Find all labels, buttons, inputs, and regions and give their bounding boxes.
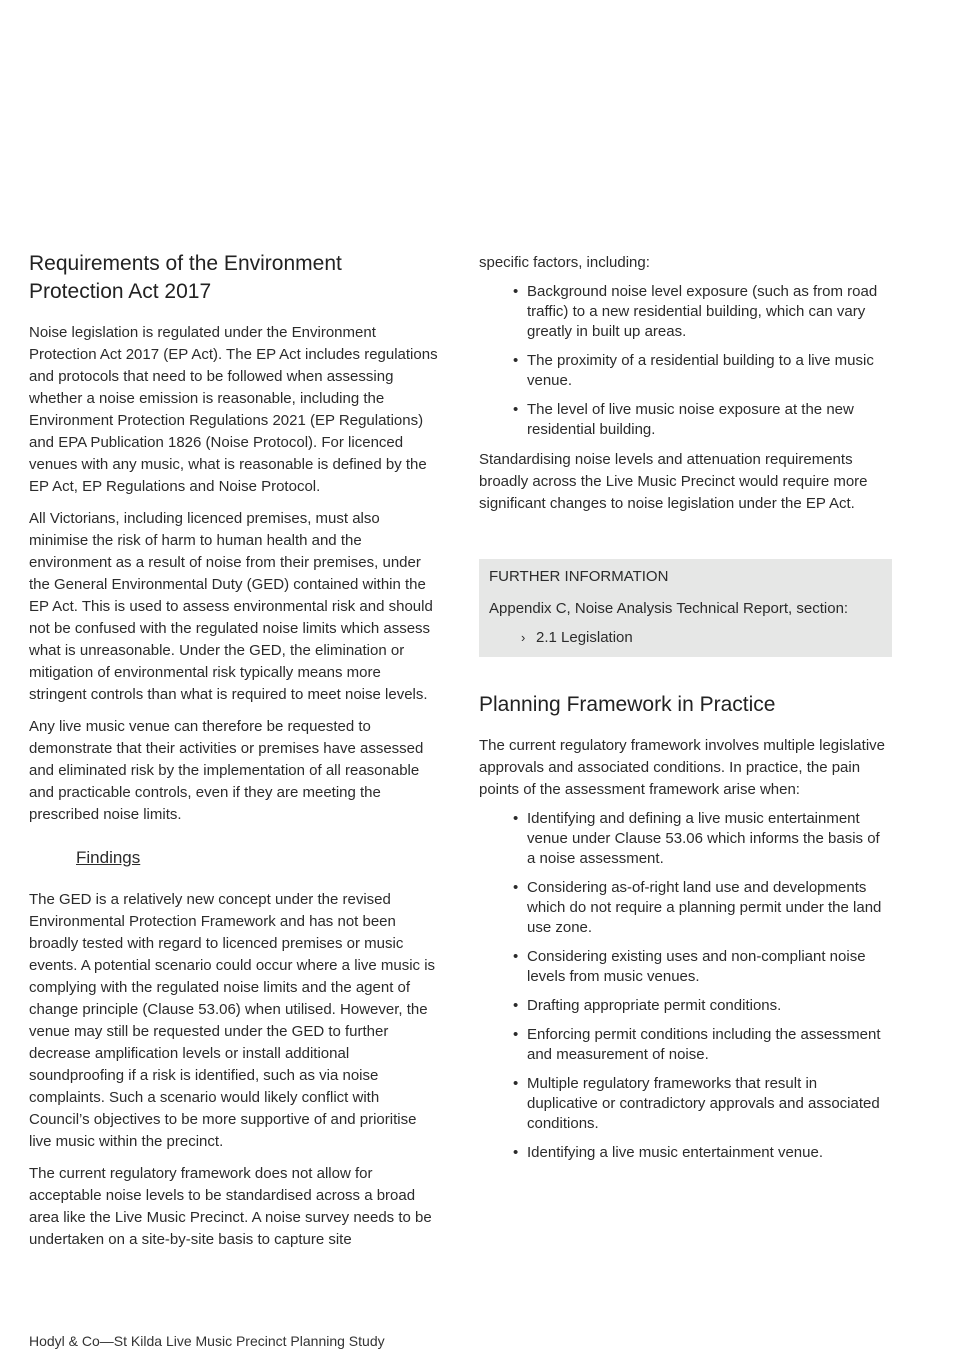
chevron-right-icon: › [521, 630, 526, 645]
section-heading-planning-framework: Planning Framework in Practice [479, 693, 776, 716]
paragraph: All Victorians, including licenced premises, must also minimise the risk of harm to human health and the environment as a result of noise from their premises, under the General Environmental Duty (GED) contained within the EP Act. This is used to assess environmental risk and should not be confused with the regulated noise limits which assess what is unreasonable. Under the GED, the elimination or mitigation of environmental risk typically means more stringent controls than what is required to meet noise levels. [29, 510, 433, 703]
paragraph: specific factors, including: [479, 254, 650, 271]
further-information-reference: Appendix C, Noise Analysis Technical Report, section: [489, 600, 849, 617]
further-information-title: FURTHER INFORMATION [489, 568, 669, 585]
paragraph: The current regulatory framework involves multiple legislative approvals and associated conditions. In practice, the pain points of the assessment framework arise when: [479, 737, 885, 798]
list-item: • Drafting appropriate permit conditions. [513, 996, 892, 1016]
paragraph: The current regulatory framework does not allow for acceptable noise levels to be standardised across a broad area like the Live Music Precinct. A noise survey needs to be undertaken on a site-by-site basis to capture site [29, 1165, 432, 1248]
page-footer: Hodyl & Co—St Kilda Live Music Precinct Planning Study [29, 1333, 385, 1349]
list-item: • The proximity of a residential building to a live music venue. [513, 351, 892, 391]
paragraph: The GED is a relatively new concept under the revised Environmental Protection Framework and has not been broadly tested with regard to licenced premises or music events. A potential scenario could occur where a live music is complying with the regulated noise limits and the agent of change principle (Clause 53.06) when utilised. However, the venue may still be requested under the GED to further decrease amplification levels or install additional soundproofing if a risk is identified, such as via noise complaints. Such a scenario would likely conflict with Council’s objectives to be more supportive of and prioritise live music within the precinct. [29, 891, 436, 1150]
right-column [479, 252, 892, 1172]
list-item: • The level of live music noise exposure at the new residential building. [513, 400, 892, 440]
list-item: • Enforcing permit conditions including the assessment and measurement of noise. [513, 1025, 892, 1065]
paragraph: Noise legislation is regulated under the Environment Protection Act 2017 (EP Act). The EP Act includes regulations and protocols that need to be followed when assessing whether a noise emission is reasonable, including the Environment Protection Regulations 2021 (EP Regulations) and EPA Publication 1826 (Noise Protocol). For licenced venues with any music, what is reasonable is defined by the EP Act, EP Regulations and Noise Protocol. [29, 324, 438, 495]
further-information-item [521, 627, 882, 649]
further-information-box [479, 559, 892, 657]
further-information-item-label: 2.1 Legislation [536, 629, 633, 646]
list-item: • Identifying a live music entertainment venue. [513, 1143, 892, 1163]
list-item: • Considering as-of-right land use and developments which do not require a planning permit under the land use zone. [513, 878, 892, 938]
list-item: • Multiple regulatory frameworks that result in duplicative or contradictory approvals and associated conditions. [513, 1074, 892, 1134]
pain-points-list [513, 809, 892, 1163]
factors-list [513, 282, 892, 440]
paragraph: Standardising noise levels and attenuation requirements broadly across the Live Music Precinct would require more significant changes to noise legislation under the EP Act. [479, 451, 868, 512]
list-item: • Considering existing uses and non-compliant noise levels from music venues. [513, 947, 892, 987]
left-column [29, 250, 441, 1261]
list-item: • Identifying and defining a live music entertainment venue under Clause 53.06 which informs the basis of a noise assessment. [513, 809, 892, 869]
findings-subheading: Findings [76, 848, 141, 867]
section-heading-ep-act: Requirements of the Environment Protection Act 2017 [29, 252, 342, 303]
paragraph: Any live music venue can therefore be requested to demonstrate that their activities or premises have assessed and eliminated risk by the implementation of all reasonable and practicable controls, even if they are meeting the prescribed noise limits. [29, 718, 424, 823]
list-item: • Background noise level exposure (such as from road traffic) to a new residential building, which can vary greatly in built up areas. [513, 282, 892, 342]
